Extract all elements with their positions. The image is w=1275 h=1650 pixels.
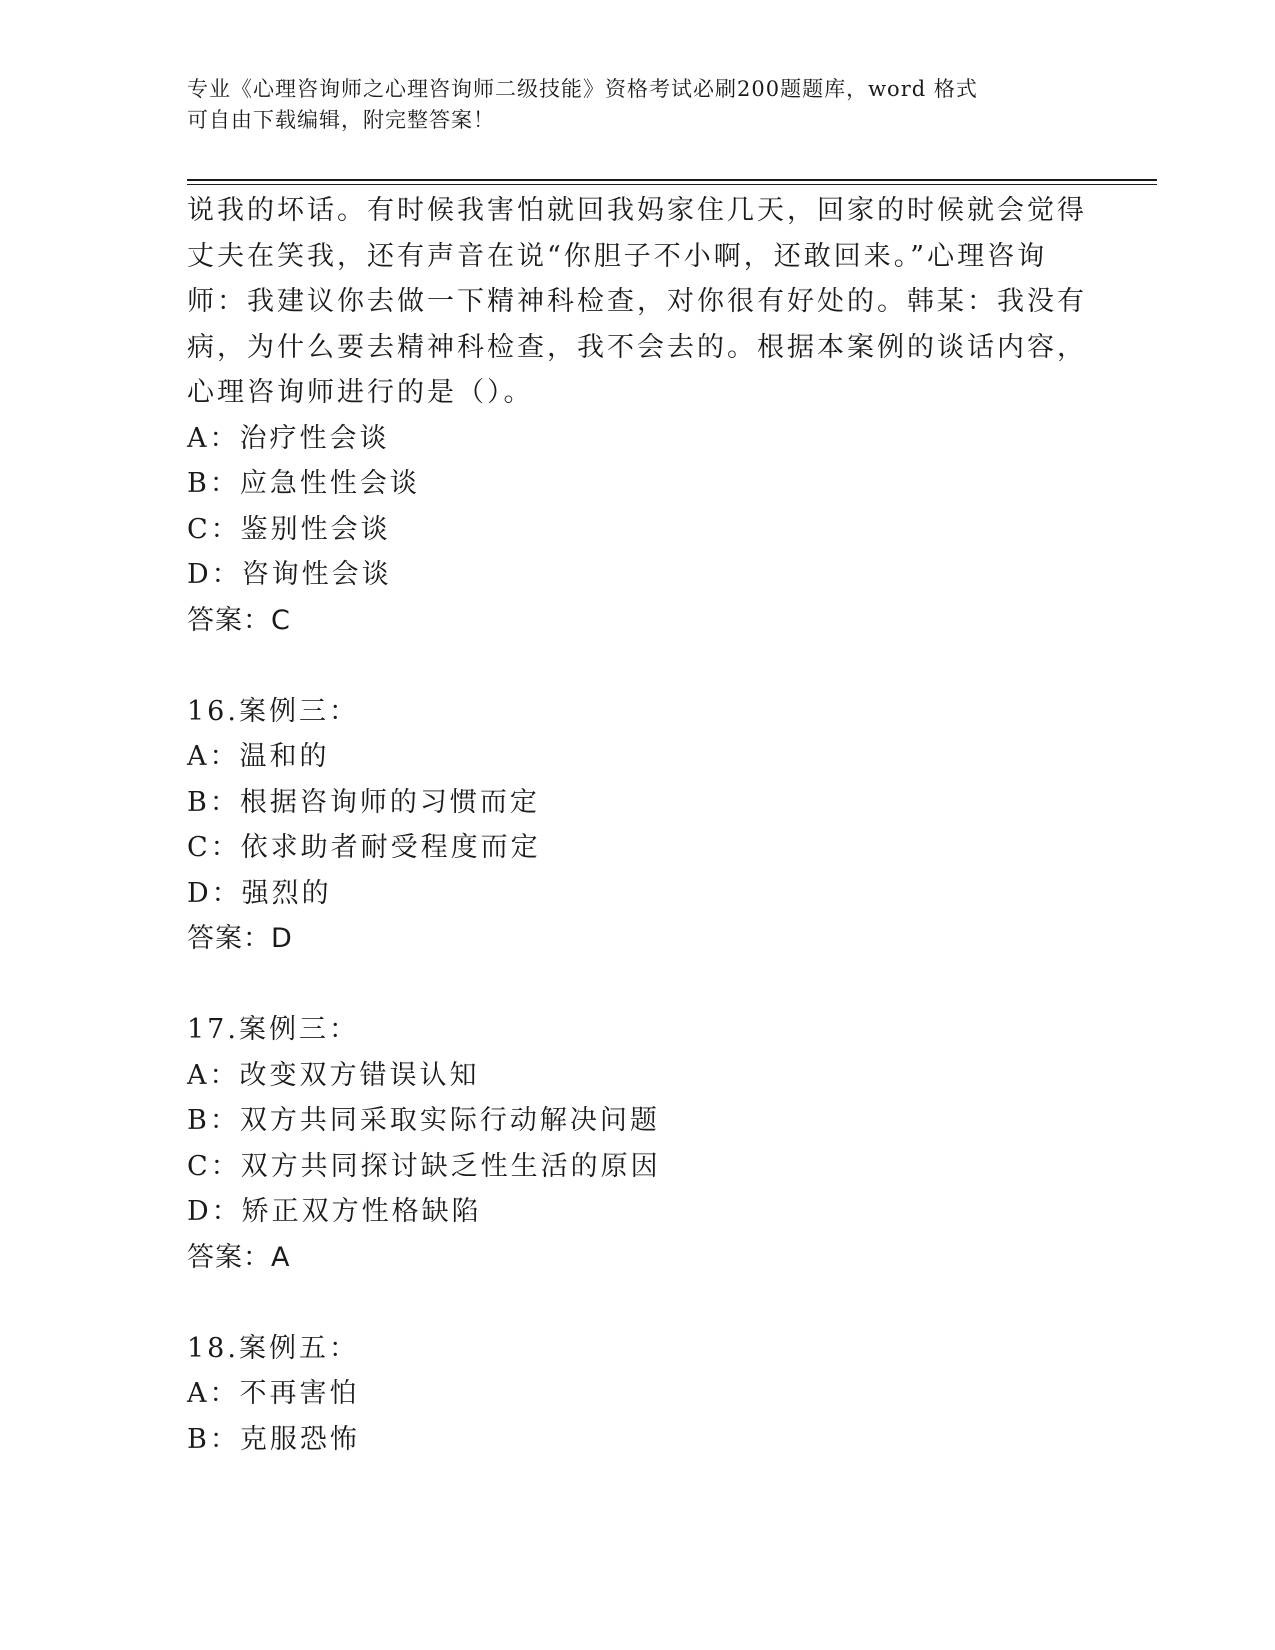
question-title: 17.案例三： — [187, 1014, 359, 1045]
question-18 — [187, 1326, 1067, 1463]
option-d: D：强烈的 — [187, 877, 332, 909]
option-d: D：矫正双方性格缺陷 — [187, 1196, 482, 1227]
spacer — [187, 643, 1067, 689]
spacer — [187, 1280, 1067, 1326]
answer-label: 答案：A — [187, 1241, 291, 1273]
option-b: B：双方共同采取实际行动解决问题 — [187, 1105, 660, 1136]
option-c: C：鉴别性会谈 — [187, 513, 391, 545]
question-text-line: 师：我建议你去做一下精神科检查，对你很有好处的。韩某：我没有 — [187, 286, 1087, 317]
document-header — [187, 74, 1067, 136]
question-text-line: 说我的坏话。有时候我害怕就回我妈家住几天，回家的时候就会觉得 — [187, 195, 1087, 226]
option-b: B：应急性性会谈 — [187, 468, 420, 499]
option-b: B：克服恐怖 — [187, 1423, 360, 1455]
spacer — [187, 962, 1067, 1008]
option-c: C：双方共同探讨缺乏性生活的原因 — [187, 1150, 661, 1182]
question-title: 16.案例三： — [187, 695, 359, 727]
header-line-2: 可自由下载编辑，附完整答案！ — [187, 108, 495, 132]
question-title: 18.案例五： — [187, 1332, 359, 1364]
option-d: D：咨询性会谈 — [187, 559, 392, 590]
header-line-1: 专业《心理咨询师之心理咨询师二级技能》资格考试必刷200题题库，word 格式 — [187, 77, 978, 101]
option-a: A：治疗性会谈 — [187, 422, 390, 454]
option-b: B：根据咨询师的习惯而定 — [187, 786, 540, 818]
question-17 — [187, 1007, 1067, 1280]
question-list — [187, 188, 1087, 1462]
question-15 — [187, 188, 1087, 643]
question-text-line: 丈夫在笑我，还有声音在说“你胆子不小啊，还敢回来。”心理咨询 — [187, 240, 1048, 272]
option-c: C：依求助者耐受程度而定 — [187, 832, 541, 863]
header-divider-thick — [187, 179, 1157, 181]
answer-label: 答案：C — [187, 604, 291, 636]
option-a: A：温和的 — [187, 741, 330, 772]
option-a: A：不再害怕 — [187, 1378, 360, 1409]
header-divider-thin — [187, 184, 1157, 185]
answer-label: 答案：D — [187, 923, 293, 954]
option-a: A：改变双方错误认知 — [187, 1059, 480, 1091]
question-text-line: 心理咨询师进行的是（）。 — [187, 377, 534, 408]
question-text-line: 病，为什么要去精神科检查，我不会去的。根据本案例的谈话内容， — [187, 331, 1087, 363]
question-16 — [187, 689, 1067, 962]
